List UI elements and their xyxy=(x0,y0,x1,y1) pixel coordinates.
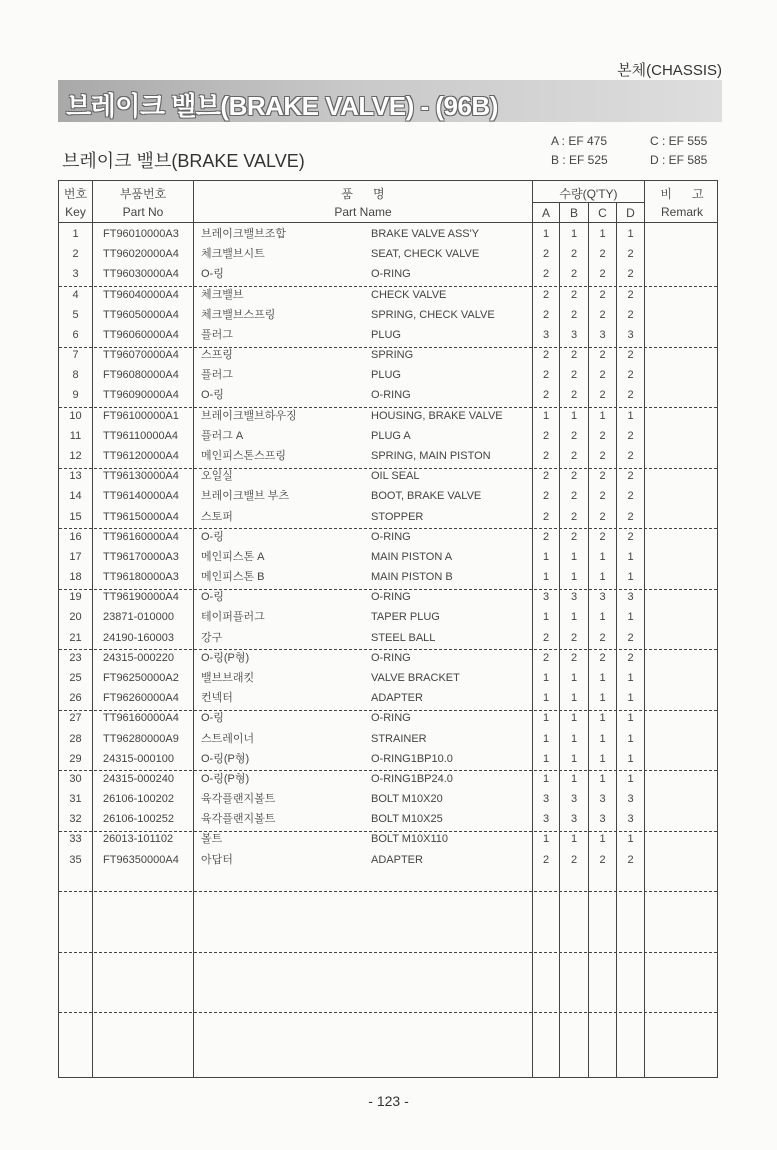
row-qty-d: 2 xyxy=(627,248,634,261)
row-qty-c: 1 xyxy=(599,611,606,624)
row-qty-a: 1 xyxy=(542,228,550,240)
row-part-no: TT96090000A4 xyxy=(103,389,179,402)
row-name-ko: O-링 xyxy=(201,591,224,604)
row-qty-b: 2 xyxy=(570,389,578,402)
section-title: 본체(CHASSIS) xyxy=(617,62,722,79)
row-part-no: TT96050000A4 xyxy=(103,308,179,321)
row-qty-d: 1 xyxy=(627,611,634,624)
row-key: 5 xyxy=(72,308,79,321)
row-qty-c: 1 xyxy=(599,712,606,725)
header-partname-en: Part Name xyxy=(334,205,392,219)
model-a: A : EF 475 xyxy=(551,134,608,148)
row-name-ko: 밸브브래킷 xyxy=(201,671,255,684)
row-key: 13 xyxy=(69,470,82,483)
row-key: 3 xyxy=(72,268,79,281)
row-name-ko: 아답터 xyxy=(201,853,233,866)
row-qty-a: 3 xyxy=(542,328,550,341)
row-name-ko: 스트레이너 xyxy=(201,732,255,745)
row-qty-d: 2 xyxy=(627,631,634,644)
row-qty-c: 1 xyxy=(599,550,606,563)
row-part-no: TT96060000A4 xyxy=(103,328,179,341)
row-key: 6 xyxy=(72,328,79,341)
row-qty-b: 2 xyxy=(570,308,578,321)
row-qty-a: 2 xyxy=(542,449,550,462)
header-qty-c: C xyxy=(598,206,607,220)
row-qty-a: 1 xyxy=(542,752,550,765)
row-qty-d: 2 xyxy=(627,530,634,543)
row-qty-a: 2 xyxy=(542,853,550,866)
row-qty-c: 1 xyxy=(599,772,606,785)
row-name-ko: 테이퍼플러그 xyxy=(201,611,265,624)
row-qty-c: 2 xyxy=(599,369,606,382)
row-qty-b: 1 xyxy=(570,752,578,765)
row-qty-a: 2 xyxy=(542,490,550,503)
row-part-no: FT96350000A4 xyxy=(103,853,179,866)
row-name-ko: 육각플랜지볼트 xyxy=(201,793,276,806)
row-name-ko: 플러그 xyxy=(201,369,233,382)
row-part-no: 24315-000240 xyxy=(103,772,174,785)
row-part-no: TT96160000A4 xyxy=(103,712,179,725)
row-qty-d: 2 xyxy=(627,510,634,523)
row-key: 31 xyxy=(69,793,82,806)
row-part-no: TT96130000A4 xyxy=(103,470,179,483)
row-name-en: SEAT, CHECK VALVE xyxy=(371,248,480,261)
row-key: 32 xyxy=(69,813,82,826)
row-name-en: MAIN PISTON A xyxy=(371,550,453,563)
row-qty-b: 1 xyxy=(570,228,578,240)
row-qty-c: 2 xyxy=(599,631,606,644)
header-qty-b: B xyxy=(569,206,578,220)
row-qty-a: 2 xyxy=(542,268,550,281)
row-name-en: SPRING, CHECK VALVE xyxy=(371,308,495,321)
row-part-no: FT96080000A4 xyxy=(103,369,179,382)
row-name-ko: 강구 xyxy=(201,631,223,644)
row-key: 27 xyxy=(69,712,82,725)
row-qty-c: 3 xyxy=(599,591,606,604)
row-name-ko: 스프링 xyxy=(201,349,233,362)
row-name-ko: 체크밸브스프링 xyxy=(201,308,276,321)
row-qty-c: 2 xyxy=(599,268,606,281)
row-name-en: O-RING xyxy=(371,389,411,402)
row-qty-a: 2 xyxy=(542,308,550,321)
row-part-no: TT96110000A4 xyxy=(103,429,179,442)
row-qty-b: 1 xyxy=(570,409,578,422)
row-name-ko: 오일실 xyxy=(201,470,233,483)
row-key: 17 xyxy=(69,550,82,563)
row-name-en: O-RING1BP10.0 xyxy=(371,752,453,765)
parts-table xyxy=(58,180,718,1078)
row-qty-a: 1 xyxy=(542,732,550,745)
row-qty-b: 1 xyxy=(570,833,578,846)
row-qty-d: 1 xyxy=(627,228,634,240)
row-part-no: FT96010000A3 xyxy=(103,228,179,240)
row-qty-b: 3 xyxy=(570,813,578,826)
row-qty-b: 1 xyxy=(570,571,578,584)
row-qty-a: 1 xyxy=(542,833,550,846)
row-qty-b: 1 xyxy=(570,692,578,705)
row-key: 19 xyxy=(69,591,82,604)
row-part-no: TT96030000A4 xyxy=(103,268,179,281)
row-qty-b: 2 xyxy=(570,651,578,664)
row-qty-a: 1 xyxy=(542,409,550,422)
row-name-en: TAPER PLUG xyxy=(371,611,440,624)
row-key: 1 xyxy=(72,228,79,240)
row-name-ko: 스토퍼 xyxy=(201,510,233,523)
row-name-en: OIL SEAL xyxy=(371,470,420,483)
row-qty-b: 3 xyxy=(570,591,578,604)
row-name-en: VALVE BRACKET xyxy=(371,671,460,684)
row-qty-d: 2 xyxy=(627,369,634,382)
row-key: 29 xyxy=(69,752,82,765)
row-name-ko: 컨넥터 xyxy=(201,692,233,705)
row-name-ko: 브레이크밸브 부츠 xyxy=(201,490,290,503)
row-qty-d: 3 xyxy=(627,328,634,341)
row-part-no: TT96120000A4 xyxy=(103,449,179,462)
row-qty-c: 2 xyxy=(599,288,606,301)
row-qty-b: 2 xyxy=(570,248,578,261)
row-qty-b: 2 xyxy=(570,510,578,523)
row-part-no: TT96190000A4 xyxy=(103,591,179,604)
row-qty-d: 1 xyxy=(627,752,634,765)
header-remark-ko: 비 고 xyxy=(660,187,704,201)
header-remark-en: Remark xyxy=(660,205,703,219)
row-qty-d: 3 xyxy=(627,591,634,604)
row-part-no: TT96280000A9 xyxy=(103,732,179,745)
row-name-en: O-RING xyxy=(371,530,411,543)
row-qty-d: 2 xyxy=(627,651,634,664)
row-qty-b: 2 xyxy=(570,369,578,382)
header-key-ko: 번호 xyxy=(63,187,88,201)
header-partno-en: Part No xyxy=(122,205,164,219)
row-qty-b: 1 xyxy=(570,611,578,624)
row-qty-b: 2 xyxy=(570,853,578,866)
row-name-en: PLUG xyxy=(371,369,401,382)
row-qty-c: 2 xyxy=(599,248,606,261)
header-key-en: Key xyxy=(65,205,86,219)
row-part-no: 26106-100252 xyxy=(103,813,174,826)
row-qty-c: 2 xyxy=(599,651,606,664)
row-qty-a: 2 xyxy=(542,530,550,543)
row-name-en: HOUSING, BRAKE VALVE xyxy=(371,409,503,422)
header-qty-a: A xyxy=(541,206,550,220)
row-key: 30 xyxy=(69,772,82,785)
row-qty-d: 2 xyxy=(627,288,634,301)
row-name-en: O-RING xyxy=(371,268,411,281)
row-part-no: TT96170000A3 xyxy=(103,550,179,563)
row-qty-d: 1 xyxy=(627,833,634,846)
row-qty-c: 2 xyxy=(599,470,606,483)
row-name-en: PLUG xyxy=(371,328,401,341)
row-name-ko: 메인피스톤 A xyxy=(201,550,265,563)
row-name-ko: O-링 xyxy=(201,389,224,402)
row-name-en: BOLT M10X25 xyxy=(371,813,443,826)
row-qty-b: 2 xyxy=(570,490,578,503)
row-qty-c: 3 xyxy=(599,328,606,341)
row-key: 8 xyxy=(72,369,79,382)
row-qty-a: 1 xyxy=(542,772,550,785)
row-qty-b: 1 xyxy=(570,550,578,563)
row-qty-c: 2 xyxy=(599,429,606,442)
row-qty-b: 2 xyxy=(570,429,578,442)
row-part-no: TT96140000A4 xyxy=(103,490,179,503)
row-part-no: TT96150000A4 xyxy=(103,510,179,523)
row-key: 33 xyxy=(69,833,82,846)
row-qty-a: 1 xyxy=(542,611,550,624)
row-name-ko: 플러그 xyxy=(201,328,233,341)
row-name-ko: 메인피스톤스프링 xyxy=(201,449,287,462)
row-name-en: O-RING xyxy=(371,651,411,664)
row-name-en: ADAPTER xyxy=(371,692,423,705)
row-qty-a: 2 xyxy=(542,349,550,362)
row-key: 12 xyxy=(69,449,82,462)
row-qty-d: 2 xyxy=(627,389,634,402)
row-qty-c: 1 xyxy=(599,692,606,705)
row-qty-b: 1 xyxy=(570,712,578,725)
row-key: 2 xyxy=(72,248,79,261)
row-qty-d: 1 xyxy=(627,712,634,725)
row-qty-c: 1 xyxy=(599,732,606,745)
row-key: 28 xyxy=(69,732,82,745)
row-name-en: BRAKE VALVE ASS'Y xyxy=(371,228,480,240)
row-qty-b: 1 xyxy=(570,732,578,745)
row-qty-d: 1 xyxy=(627,550,634,563)
row-qty-b: 2 xyxy=(570,449,578,462)
row-name-ko: O-링(P형) xyxy=(201,772,250,785)
row-qty-a: 2 xyxy=(542,470,550,483)
row-name-ko: O-링(P형) xyxy=(201,651,250,664)
row-key: 14 xyxy=(69,490,82,503)
row-qty-a: 3 xyxy=(542,793,550,806)
row-name-ko: 브레이크밸브하우징 xyxy=(201,409,297,422)
row-qty-d: 1 xyxy=(627,409,634,422)
row-qty-a: 3 xyxy=(542,591,550,604)
row-qty-d: 3 xyxy=(627,813,634,826)
row-part-no: 24315-000220 xyxy=(103,651,174,664)
row-name-ko: O-링 xyxy=(201,530,224,543)
row-key: 21 xyxy=(69,631,82,644)
row-qty-c: 1 xyxy=(599,571,606,584)
row-qty-d: 2 xyxy=(627,308,634,321)
row-qty-d: 1 xyxy=(627,772,634,785)
row-name-ko: 육각플랜지볼트 xyxy=(201,813,276,826)
row-qty-a: 2 xyxy=(542,651,550,664)
row-key: 20 xyxy=(69,611,82,624)
row-qty-b: 2 xyxy=(570,530,578,543)
row-qty-c: 1 xyxy=(599,671,606,684)
row-qty-b: 2 xyxy=(570,349,578,362)
row-part-no: FT96250000A2 xyxy=(103,671,179,684)
row-name-en: SPRING xyxy=(371,349,414,362)
row-qty-c: 2 xyxy=(599,308,606,321)
row-qty-b: 2 xyxy=(570,288,578,301)
row-key: 18 xyxy=(69,571,82,584)
row-qty-c: 2 xyxy=(599,853,606,866)
model-c: C : EF 555 xyxy=(650,134,708,148)
row-name-ko: 체크밸브시트 xyxy=(201,248,265,261)
row-qty-c: 2 xyxy=(599,490,606,503)
row-part-no: TT96020000A4 xyxy=(103,248,179,261)
row-qty-a: 2 xyxy=(542,389,550,402)
row-part-no: TT96180000A3 xyxy=(103,571,179,584)
row-qty-c: 2 xyxy=(599,510,606,523)
row-name-en: ADAPTER xyxy=(371,853,423,866)
row-name-ko: 체크밸브 xyxy=(201,288,244,301)
row-qty-c: 3 xyxy=(599,813,606,826)
header-qty-d: D xyxy=(626,206,635,220)
row-qty-d: 1 xyxy=(627,692,634,705)
row-qty-a: 2 xyxy=(542,631,550,644)
row-qty-d: 1 xyxy=(627,671,634,684)
row-qty-b: 1 xyxy=(570,772,578,785)
row-qty-c: 2 xyxy=(599,349,606,362)
row-qty-b: 2 xyxy=(570,470,578,483)
row-key: 4 xyxy=(72,288,79,301)
row-qty-c: 1 xyxy=(599,833,606,846)
row-part-no: TT96040000A4 xyxy=(103,288,179,301)
row-name-en: BOLT M10X110 xyxy=(371,833,449,846)
page-number: - 123 - xyxy=(368,1093,409,1109)
row-key: 15 xyxy=(69,510,82,523)
row-qty-d: 2 xyxy=(627,349,634,362)
row-qty-c: 1 xyxy=(599,752,606,765)
header-partno-ko: 부품번호 xyxy=(119,187,167,201)
row-key: 9 xyxy=(72,389,79,402)
row-qty-d: 1 xyxy=(627,571,634,584)
row-qty-d: 3 xyxy=(627,793,634,806)
row-part-no: 24315-000100 xyxy=(103,752,174,765)
row-qty-a: 1 xyxy=(542,692,550,705)
row-part-no: TT96160000A4 xyxy=(103,530,179,543)
row-qty-a: 2 xyxy=(542,288,550,301)
row-qty-b: 3 xyxy=(570,793,578,806)
row-qty-d: 2 xyxy=(627,853,634,866)
row-qty-c: 1 xyxy=(599,409,606,422)
row-name-ko: 메인피스톤 B xyxy=(201,571,265,584)
row-part-no: 24190-160003 xyxy=(103,631,174,644)
row-key: 26 xyxy=(69,692,82,705)
row-qty-a: 1 xyxy=(542,712,550,725)
row-name-en: O-RING xyxy=(371,712,411,725)
row-qty-d: 2 xyxy=(627,490,634,503)
row-qty-a: 2 xyxy=(542,510,550,523)
model-d: D : EF 585 xyxy=(650,153,708,167)
row-name-en: SPRING, MAIN PISTON xyxy=(371,449,491,462)
row-qty-a: 3 xyxy=(542,813,550,826)
row-name-en: STRAINER xyxy=(371,732,427,745)
row-qty-b: 2 xyxy=(570,268,578,281)
row-key: 16 xyxy=(69,530,82,543)
row-qty-d: 2 xyxy=(627,470,634,483)
row-qty-b: 1 xyxy=(570,671,578,684)
row-part-no: 23871-010000 xyxy=(103,611,174,624)
row-name-en: MAIN PISTON B xyxy=(371,571,453,584)
row-part-no: 26106-100202 xyxy=(103,793,174,806)
row-qty-a: 1 xyxy=(542,671,550,684)
model-b: B : EF 525 xyxy=(551,153,608,167)
banner-title: 브레이크 밸브(BRAKE VALVE) - (96B) xyxy=(66,91,498,121)
row-qty-d: 2 xyxy=(627,429,634,442)
row-name-en: O-RING1BP24.0 xyxy=(371,772,453,785)
row-qty-b: 2 xyxy=(570,631,578,644)
row-part-no: TT96070000A4 xyxy=(103,349,179,362)
row-qty-c: 3 xyxy=(599,793,606,806)
row-qty-c: 2 xyxy=(599,389,606,402)
row-name-en: STOPPER xyxy=(371,510,424,523)
row-name-en: O-RING xyxy=(371,591,411,604)
row-key: 23 xyxy=(69,651,82,664)
row-name-ko: O-링 xyxy=(201,712,224,725)
row-key: 25 xyxy=(69,671,82,684)
row-qty-d: 2 xyxy=(627,268,634,281)
row-qty-d: 1 xyxy=(627,732,634,745)
row-qty-c: 2 xyxy=(599,530,606,543)
row-qty-a: 2 xyxy=(542,429,550,442)
row-key: 7 xyxy=(72,349,79,362)
row-qty-a: 1 xyxy=(542,571,550,584)
row-name-en: BOLT M10X20 xyxy=(371,793,443,806)
row-name-en: CHECK VALVE xyxy=(371,288,447,301)
row-qty-c: 1 xyxy=(599,228,606,240)
row-name-ko: O-링 xyxy=(201,268,224,281)
row-name-ko: 볼트 xyxy=(201,833,223,846)
row-qty-d: 2 xyxy=(627,449,634,462)
row-qty-b: 3 xyxy=(570,328,578,341)
row-name-en: STEEL BALL xyxy=(371,631,436,644)
row-qty-a: 1 xyxy=(542,550,550,563)
header-partname-ko: 품 명 xyxy=(341,187,385,201)
row-key: 11 xyxy=(69,429,82,442)
header-qty: 수량(Q'TY) xyxy=(559,187,618,201)
row-key: 35 xyxy=(69,853,82,866)
row-part-no: FT96260000A4 xyxy=(103,692,179,705)
row-part-no: FT96100000A1 xyxy=(103,409,179,422)
row-part-no: 26013-101102 xyxy=(103,833,174,846)
row-name-ko: 플러그 A xyxy=(201,429,244,442)
row-qty-a: 2 xyxy=(542,369,550,382)
row-name-ko: O-링(P형) xyxy=(201,752,250,765)
page-subtitle: 브레이크 밸브(BRAKE VALVE) xyxy=(62,151,305,171)
row-qty-a: 2 xyxy=(542,248,550,261)
row-key: 10 xyxy=(69,409,82,422)
row-name-ko: 브레이크밸브조합 xyxy=(201,228,287,240)
row-qty-c: 2 xyxy=(599,449,606,462)
row-name-en: BOOT, BRAKE VALVE xyxy=(371,490,482,503)
row-name-en: PLUG A xyxy=(371,429,411,442)
